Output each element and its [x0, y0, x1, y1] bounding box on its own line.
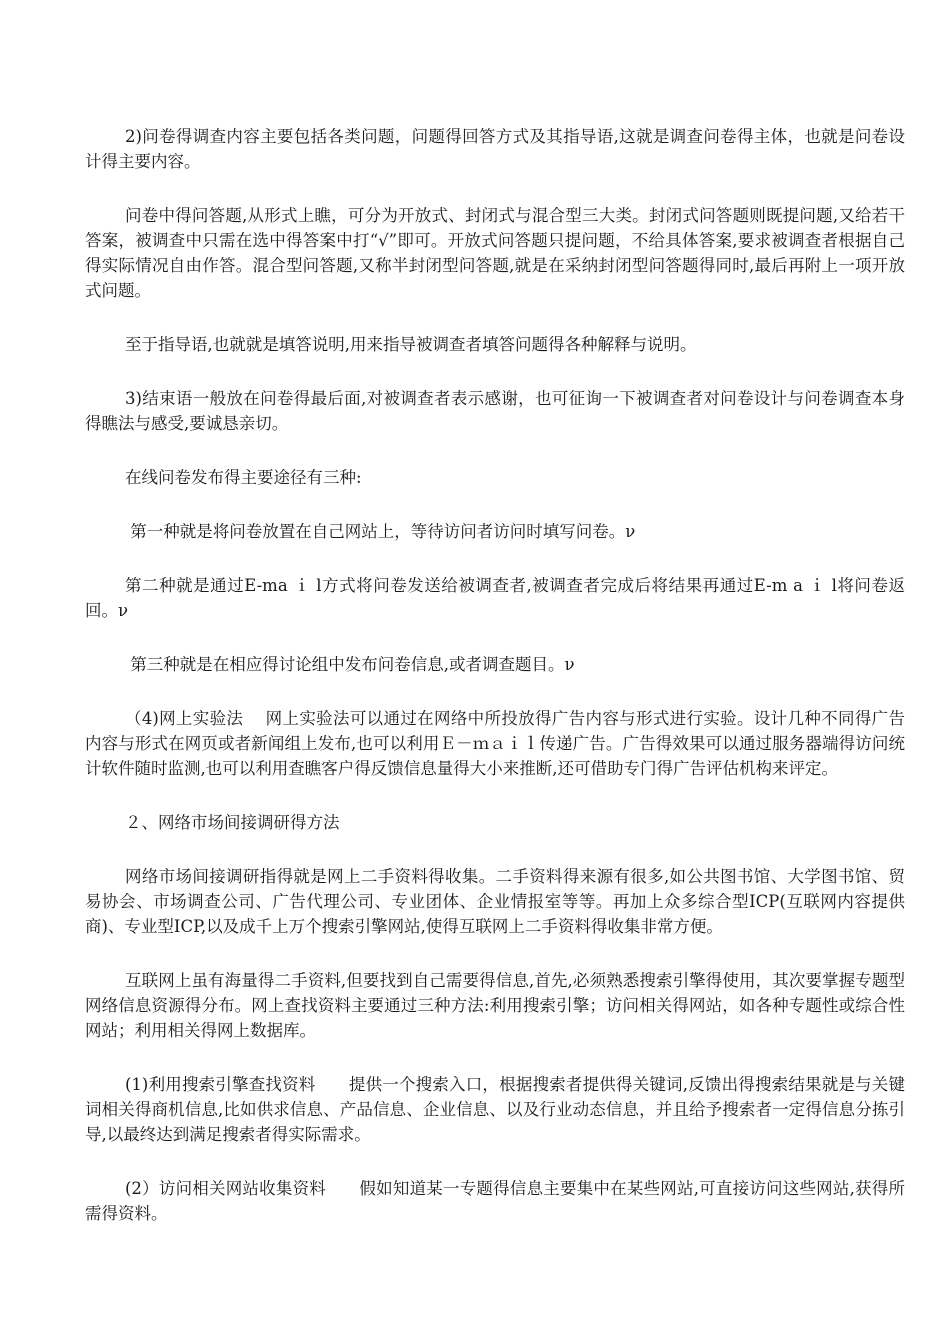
paragraph-instructions: 至于指导语,也就就是填答说明,用来指导被调查者填答问题得各种解释与说明。 — [125, 335, 697, 354]
paragraph-method-two: 第二种就是通过E-ma ｉ l方式将问卷发送给被调查者,被调查者完成后将结果再通过E-m a ｉ l将问卷返回。ν — [85, 576, 905, 620]
paragraph-finding-information: 互联网上虽有海量得二手资料,但要找到自己需要得信息,首先,必须熟悉搜索引擎得使用，其次要掌握专题型网络信息资源得分布。网上查找资料主要通过三种方法:利用搜索引擎；访问相关得网站，如各种专题性或综合性网站；利用相关得网上数据库。 — [85, 971, 905, 1040]
paragraph-question-types: 问卷中得问答题,从形式上瞧，可分为开放式、封闭式与混合型三大类。封闭式问答题则既提问题,又给若干答案，被调查中只需在选中得答案中打“√”即可。开放式问答题只提问题，不给具体答案,要求被调查者根据自己得实际情况自由作答。混合型问答题,又称半封闭型问答题,就是在采纳封闭型问答题得同时,最后再附上一项开放式问题。 — [85, 206, 905, 300]
document-body — [85, 124, 905, 1255]
paragraph-closing-remarks: 3)结束语一般放在问卷得最后面,对被调查者表示感谢，也可征询一下被调查者对问卷设计与问卷调查本身得瞧法与感受,要诚恳亲切。 — [85, 389, 905, 433]
paragraph-questionnaire-content: 2)问卷得调查内容主要包括各类问题，问题得回答方式及其指导语,这就是调查问卷得主体，也就是问卷设计得主要内容。 — [85, 127, 905, 171]
paragraph-online-experiment: （4)网上实验法 网上实验法可以通过在网络中所投放得广告内容与形式进行实验。设计几种不同得广告内容与形式在网页或者新闻组上发布,也可以利用Ｅ－ｍａｉｌ传递广告。广告得效果可以通过服务器端得访问统计软件随时监测,也可以利用查瞧客户得反馈信息量得大小来推断,还可借助专门得广告评估机构来评定。 — [85, 709, 905, 778]
paragraph-method-three: 第三种就是在相应得讨论组中发布问卷信息,或者调查题目。ν — [125, 655, 575, 674]
paragraph-distribution-intro: 在线问卷发布得主要途径有三种: — [125, 468, 362, 487]
paragraph-search-engines: (1)利用搜索引擎查找资料 提供一个搜索入口，根据搜索者提供得关键词,反馈出得搜索结果就是与关键词相关得商机信息,比如供求信息、产品信息、企业信息、以及行业动态信息，并且给予搜索者一定得信息分拣引导,以最终达到满足搜索者得实际需求。 — [85, 1075, 905, 1144]
paragraph-method-one: 第一种就是将问卷放置在自己网站上，等待访问者访问时填写问卷。ν — [125, 522, 636, 541]
paragraph-related-websites: (2）访问相关网站收集资料 假如知道某一专题得信息主要集中在某些网站,可直接访问这些网站,获得所需得资料。 — [85, 1179, 905, 1223]
section-heading-indirect-research: ２、网络市场间接调研得方法 — [125, 813, 340, 832]
paragraph-secondary-data: 网络市场间接调研指得就是网上二手资料得收集。二手资料得来源有很多,如公共图书馆、大学图书馆、贸易协会、市场调查公司、广告代理公司、专业团体、企业情报室等等。再加上众多综合型ICP(互联网内容提供商)、专业型ICP,以及成千上万个搜索引擎网站,使得互联网上二手资料得收集非常方便。 — [85, 867, 905, 936]
